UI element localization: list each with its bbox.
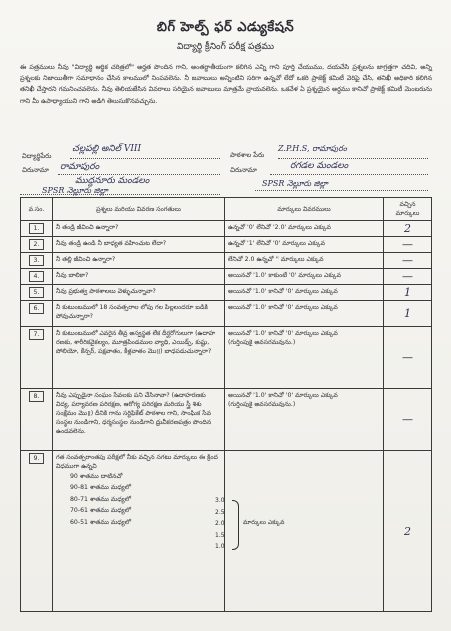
row-question: నీవు ఎప్పుడైనా సంఘం సేవలకు పని చేసినావా? (ఉదాహరణకు విద్య, పర్యావరణ పరిరక్షణ, ఆరోగ్య పరిరక్షణ మరియు స్త్రీ శిశు సంక్షేమం మొ॥) దీనికి గాను సర్టిఫికేట్ పాఠశాల గాని, సాంఘిక సేవ సంస్థల నుండిగాని, ధర్మసంస్థల నుండిగాని ధ్రువీకరణపత్రం పొందిన ఉండవలెను. [53,389,225,451]
student-name-line [70,158,220,159]
table-row [21,269,432,285]
grade-scale-value: 2.0 [215,520,225,527]
grade-scale-value: 1.0 [215,543,225,550]
table-row [21,253,432,269]
grade-item: 70-61 శాతము మధ్యలో [70,507,131,515]
row-question: నీ కుటుంబములో 18 సంవత్సరాల లోపు గల పిల్లలందరూ బడికి పోవుచున్నారా? [53,301,225,327]
row-criteria: అయినచో '1.0' కానిచో '0' మార్కులు ఎక్కువ (గుర్తింపుకై అవసరమవును.) [225,327,384,389]
address-value: రామాపురం [60,162,100,172]
grade-item: 80-71 శాతము మధ్యలో [70,495,131,503]
document-subtitle: విద్యార్థి క్రీనింగ్ పరీక్ష పత్రము [176,42,275,52]
row-number: 1. [29,223,45,234]
district-value: SPSR నెల్లూరు జిల్లా [42,186,108,195]
table-row [21,221,432,237]
grade-scale-value: 1.5 [215,531,225,539]
grade-scale-value: 3.0 [215,497,225,504]
row-score: 1 [384,301,432,327]
row-question: నీ కుటుంబములో ఎవరైన తీవ్ర అస్వస్థత లేక దీర్ఘరోగులుగా (ఉదాహ రణకు, శారీరికవైకల్యం, మూత్రపిండముల వ్యాధి, ఎయిడ్స్, కుష్టు, పోలియో, కేన్సర్, పక్షవాతం, కీళ్లవాతం మొ॥) బాధపడుచున్నారా? [53,327,225,389]
student-name-value: చల్లపల్లి అనిల్ VIII [72,144,142,154]
row-number: 3. [29,255,45,266]
row-score: — [384,269,432,285]
address2-value: రగడల మండలం [290,161,349,171]
document-title: బిగ్ హెల్ప్ ఫర్ ఎడ్యుకేషన్ [156,20,295,35]
row-criteria: ఉన్నచో '1' లేనిచో '0' మార్కులు ఎక్కువ [225,237,384,253]
row-number: 5. [29,287,45,298]
row-number: 6. [29,303,45,314]
row-score: — [384,327,432,389]
address-label: చిరునామా [22,166,49,174]
row-score: — [384,253,432,269]
address2-label: చిరునామా [230,166,257,174]
row-criteria: అయినచో '1.0' కానిచో '0' మార్కులు ఎక్కువ (గుర్తింపుకై అవసరమవును.) [225,389,384,451]
row-question: నీవు బాలికా? [53,269,225,285]
grade-scale [215,495,225,553]
grade-list [56,471,221,528]
row-criteria: లేనిచో 2.0 ఉన్నచో '' మార్కులు ఎక్కువ [225,253,384,269]
row-question: నీవు తండ్రి ఉండి నీ బాధ్యత వహించుట లేదా? [53,237,225,253]
row-criteria: ఉన్నచో '0' లేనిచో '2.0' మార్కులు ఎక్కువ [225,221,384,237]
table-row [21,327,432,389]
row-number: 4. [29,271,45,282]
row-number: 7. [29,329,45,340]
district-line [20,194,220,195]
table-row [21,301,432,327]
mandal-value: ముద్దనూరు మండలం [75,176,150,186]
table-row [21,285,432,301]
student-name-label: విద్యార్థిపేరు [22,152,52,160]
table-header-row [21,198,432,221]
criteria-table [20,197,432,612]
row-score: 2 [384,221,432,237]
table-row [21,237,432,253]
grade-item: 90 శాతము దాటినచో [70,473,123,480]
row-criteria [225,451,384,612]
row-score: 1 [384,285,432,301]
row-question: నీ తండ్రి జీవించి ఉన్నారా? [53,221,225,237]
row-criteria: అయినచో '1.0' కానిచో '0' మార్కులు ఎక్కువ [225,285,384,301]
header-score: వచ్చిన మార్కులు [384,198,432,221]
header-question: ప్రశ్నలు మరియు వివరణ సంగతులు [53,198,225,221]
row-number: 9. [29,453,45,464]
grade-scale-note: మార్కులు ఎక్కువ [243,519,285,526]
grade-scale-value: 2.5 [215,508,225,516]
grade-item: 90-81 శాతము మధ్యలో [70,484,131,492]
row-criteria: అయినచో '1.0' కాకుంటే '0' మార్కులు ఎక్కువ [225,269,384,285]
row-question: నీవు ప్రభుత్వ పాఠశాలలు వెళ్ళుచున్నావా? [53,285,225,301]
school-name-line [278,158,428,159]
row-number: 8. [29,391,45,402]
header-criteria: మార్కులు వివరములు [225,198,384,221]
row-score: — [384,389,432,451]
header-serial: వ.సం. [21,198,53,221]
grade-item: 60-51 శాతము మధ్యలో [70,518,131,526]
grade-brace [232,500,239,550]
row-question: నీ తల్లి జీవించి ఉన్నారా? [53,253,225,269]
row-number: 2. [29,239,45,250]
instructions-paragraph: ఈ పత్రములు నీవు "విద్యార్థి ఆర్థిక చరిత్రలో" అర్హత పొందిన గాని, అంతర్జాతీయంగా కలిగిన ఎన్ని గాని పూర్తి చేయుము, దయచేసి ప్రశ్నలను జాగ్రత్తగా చదివి, అన్ని ప్రశ్నలకు నిజాయితీగా సమాధానం చేసిన కాలములో నింపవలెను. నీ జవాబులు అన్నింటిని సరిగా ఉన్నవో లేదో ఒకరి ప్రాజెక్ట్ కమిటీ వెరిఫై చేసి, తనిఖీ అధికారి కలిగిన తనిఖీ చేస్తారని గమనించవలెను. నీవు తెలియజేసిన వివరాలు సరియైన జవాబులు మాత్రమే వ్రాయవలెను. ఒకవేళ ఏ ప్రశ్నయైన అర్థము కానిచో ప్రాజెక్ట్ కమిటీ మెంబరును గాని మీ ఉపాధ్యాయుని గాని అడిగి తెలుసుకొనవచ్చును. [20,63,432,105]
table-row [21,451,432,612]
address2-line [270,174,428,175]
row-score: 2 [384,451,432,612]
district2-line [255,190,428,191]
row-question: గత సంవత్సరాంతపు పరీక్షలో నీకు వచ్చిన సగటు మార్కులు ఈ క్రింద విధముగా ఉన్నవి [56,454,218,470]
row-criteria: అయినచో '1.0' కానిచో '0' మార్కులు ఎక్కువ [225,301,384,327]
district2-value: SPSR నెల్లూరు జిల్లా [262,179,328,188]
school-name-value: Z.P.H.S, రామాపురం [278,144,347,153]
table-row [21,389,432,451]
row-score: — [384,237,432,253]
school-name-label: పాఠశాల పేరు [230,151,265,159]
address-line [58,174,220,175]
